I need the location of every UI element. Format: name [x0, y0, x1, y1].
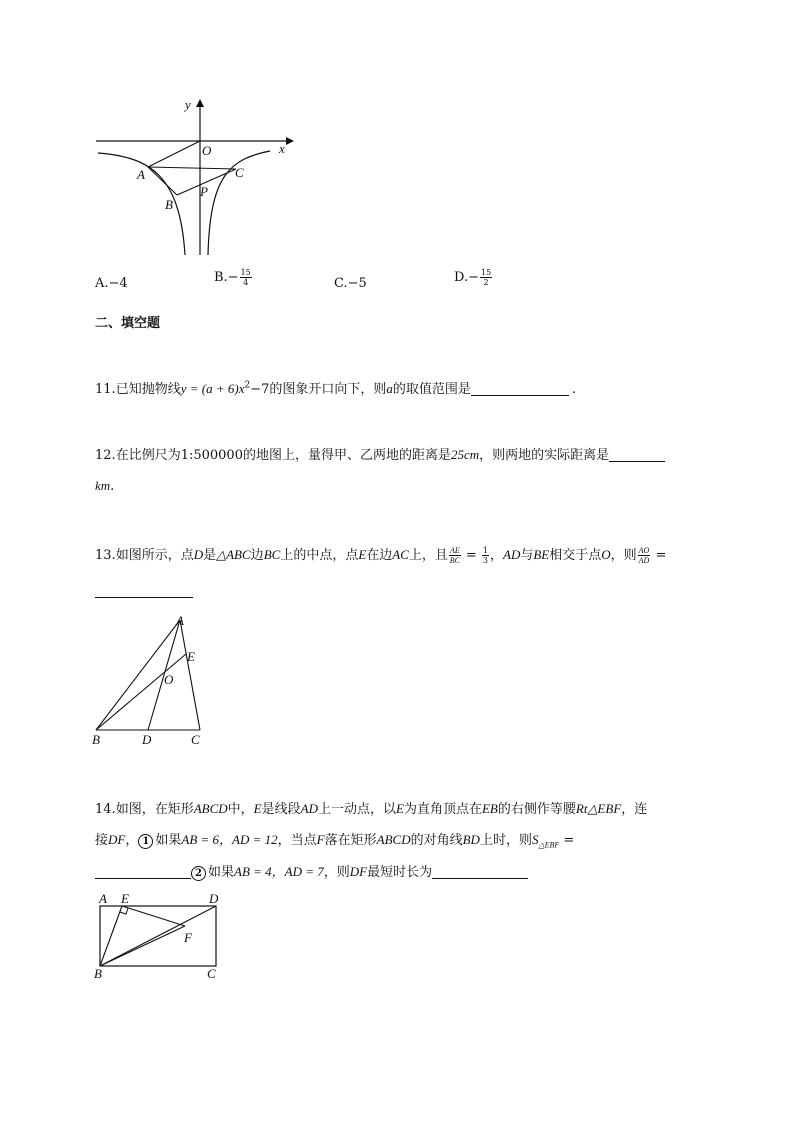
question-11: [95, 378, 576, 397]
q14-number: 14.: [95, 802, 116, 817]
q13-text-7: ，: [489, 548, 503, 563]
label-P: P: [200, 184, 208, 199]
segment-BE: [96, 654, 186, 730]
label-A: A: [137, 167, 145, 182]
q12-distance: 25cm: [450, 447, 480, 462]
choice-d-prefix: D.−: [454, 270, 479, 285]
q13-E: E: [358, 547, 367, 562]
label-A: A: [99, 891, 107, 906]
q14-l2-b: ，: [125, 833, 139, 848]
q14-BD: BD: [462, 832, 480, 847]
q13-AC: AC: [392, 547, 409, 562]
figure-q10-graph: [90, 95, 300, 260]
q11-text-1: 已知抛物线: [115, 382, 181, 397]
q14-DF2: DF: [349, 864, 368, 879]
label-B: B: [94, 966, 102, 981]
q13-answer-blank[interactable]: [95, 597, 193, 598]
label-C: C: [191, 732, 200, 747]
choice-c[interactable]: [334, 276, 367, 291]
segment-AC: [148, 167, 236, 169]
q14-l2-c: 如果: [155, 833, 182, 848]
q14-text-6: 的右侧作等腰: [497, 802, 576, 817]
question-14: [95, 798, 647, 817]
q14-ABCD: ABCD: [193, 801, 228, 816]
q14-DF: DF: [108, 832, 126, 847]
q14-condition-1: AB = 6，AD = 12: [181, 832, 278, 847]
choice-a-value: −4: [108, 276, 128, 291]
q11-var-a: a: [386, 381, 393, 396]
q14-text-3: 是线段: [261, 802, 301, 817]
label-C: C: [207, 966, 216, 981]
q14-text-5: 为直角顶点在: [403, 802, 482, 817]
y-axis-arrow: [196, 99, 204, 107]
q11-answer-blank[interactable]: [471, 381, 569, 396]
question-14-line-2: [95, 829, 574, 850]
q14-text-7: ，连: [621, 802, 648, 817]
q13-O: O: [601, 547, 611, 562]
q13-triangle: △ABC: [216, 547, 251, 562]
choice-d-num: 15: [480, 268, 492, 277]
q12-text-1: 在比例尺为1:500000的地图上，量得甲、乙两地的距离是: [115, 448, 451, 463]
q14-answer-blank-2[interactable]: [432, 864, 528, 879]
figure-q13-triangle: [88, 612, 218, 748]
q14-equals: =: [559, 833, 575, 848]
choice-d-den: 2: [483, 278, 489, 287]
q13-text-9: 相交于点: [549, 548, 602, 563]
q12-answer-blank[interactable]: [609, 447, 665, 462]
q13-equals-2: =: [651, 548, 667, 563]
choice-b-prefix: B.−: [214, 270, 239, 285]
q14-l3-a: 如果: [208, 865, 235, 880]
q13-frac2-num: 1: [482, 546, 488, 555]
choice-c-prefix: C.: [334, 276, 348, 291]
section-title: 二、填空题: [95, 316, 161, 331]
q14-l2-g: 上时，则: [479, 833, 532, 848]
q13-number: 13.: [95, 548, 116, 563]
q13-text-6: 上，且: [408, 548, 448, 563]
x-axis-arrow: [286, 137, 294, 145]
label-y: y: [185, 97, 191, 112]
q14-text-2: 中，: [227, 802, 254, 817]
choice-b[interactable]: [214, 268, 253, 287]
q13-equals: =: [461, 548, 481, 563]
q13-text-2: 是: [203, 548, 217, 563]
q11-text-3: 的取值范围是: [392, 382, 471, 397]
q14-l3-b: ，则: [323, 865, 350, 880]
q14-S-subscript: △EBF: [538, 840, 560, 850]
q13-BC: BC: [263, 547, 281, 562]
label-D: D: [142, 732, 152, 747]
choice-a-prefix: A.: [95, 276, 109, 291]
question-12: [95, 444, 665, 463]
q11-exponent: 2: [244, 380, 251, 391]
choice-d-fraction: [480, 268, 492, 287]
label-B: B: [92, 732, 100, 747]
label-C: C: [235, 165, 244, 180]
q14-ABCD2: ABCD: [376, 832, 411, 847]
q12-number: 12.: [95, 448, 116, 463]
q13-text-5: 在边: [366, 548, 393, 563]
choice-d[interactable]: [454, 268, 493, 287]
q14-l2-e: 落在矩形: [324, 833, 377, 848]
q13-text-1: 如图所示，点: [115, 548, 194, 563]
label-A: A: [176, 613, 184, 628]
choice-a[interactable]: [95, 276, 128, 291]
q13-D: D: [193, 547, 204, 562]
q13-BE: BE: [533, 547, 550, 562]
question-12-line-2: [95, 478, 114, 494]
segment-OA: [148, 141, 200, 167]
q13-text-8: 与: [520, 548, 534, 563]
q14-rt: Rt: [575, 801, 588, 816]
label-O: O: [164, 672, 174, 687]
q14-F: F: [316, 832, 325, 847]
q12-end: .: [110, 479, 115, 494]
q14-AD: AD: [300, 801, 318, 816]
choice-c-value: −5: [347, 276, 367, 291]
q13-text-10: ，则: [610, 548, 637, 563]
q13-fraction-ao-ad: [638, 546, 651, 565]
q14-S: S: [531, 832, 539, 847]
q11-end: .: [571, 382, 577, 397]
q11-math-y: y: [180, 381, 187, 396]
q14-text-1: 如图，在矩形: [115, 802, 194, 817]
choice-b-den: 4: [243, 278, 249, 287]
q11-math-tail: −7: [250, 382, 270, 397]
label-D: D: [209, 891, 219, 906]
q14-l3-c: 最短时长为: [367, 865, 433, 880]
q12-unit: km: [95, 478, 111, 493]
segment-EF: [122, 906, 185, 926]
q13-fraction-ae-bc: [449, 546, 461, 565]
figure-q14-rectangle: [90, 890, 230, 982]
q13-frac3-num: AO: [638, 546, 650, 555]
q12-text-2: ，则两地的实际距离是: [479, 448, 610, 463]
segment-AB: [148, 167, 177, 195]
q13-frac1-den: BC: [449, 556, 460, 565]
diagonal-BD: [100, 906, 216, 966]
choice-b-fraction: [240, 268, 252, 287]
q14-condition-2: AB = 4，AD = 7: [234, 864, 324, 879]
q13-frac1-num: AE: [449, 546, 460, 555]
q13-text-3: 边: [250, 548, 264, 563]
q11-text-2: 的图象开口向下，则: [269, 382, 387, 397]
q14-l2-f: 的对角线: [410, 833, 463, 848]
label-x: x: [279, 141, 285, 156]
q14-answer-blank-1[interactable]: [95, 864, 191, 879]
q14-l2-d: ，当点: [277, 833, 317, 848]
q13-AD: AD: [503, 547, 521, 562]
q13-frac2-den: 3: [482, 556, 488, 565]
label-F: F: [184, 930, 192, 945]
q11-math-eq: = (a + 6)x: [186, 381, 245, 396]
q14-EB: EB: [481, 801, 498, 816]
q13-frac3-den: AD: [638, 556, 650, 565]
q14-text-4: 上一动点，以: [317, 802, 396, 817]
label-E: E: [187, 649, 195, 664]
q14-E2: E: [396, 801, 404, 816]
q13-fraction-one-third: [482, 546, 489, 565]
question-14-line-3: [95, 861, 528, 881]
q14-circle-2: 2: [191, 866, 206, 881]
q14-triangle: △EBF: [587, 801, 622, 816]
label-O: O: [202, 143, 212, 158]
side-AC: [180, 620, 200, 730]
question-13: [95, 544, 666, 565]
choice-b-num: 15: [240, 268, 251, 277]
q13-text-4: 上的中点，点: [280, 548, 359, 563]
label-B: B: [165, 197, 173, 212]
q11-number: 11.: [95, 382, 116, 397]
q14-l2-a: 接: [95, 833, 109, 848]
q14-E: E: [253, 801, 262, 816]
q14-circle-1: 1: [138, 834, 153, 849]
label-E: E: [121, 891, 129, 906]
